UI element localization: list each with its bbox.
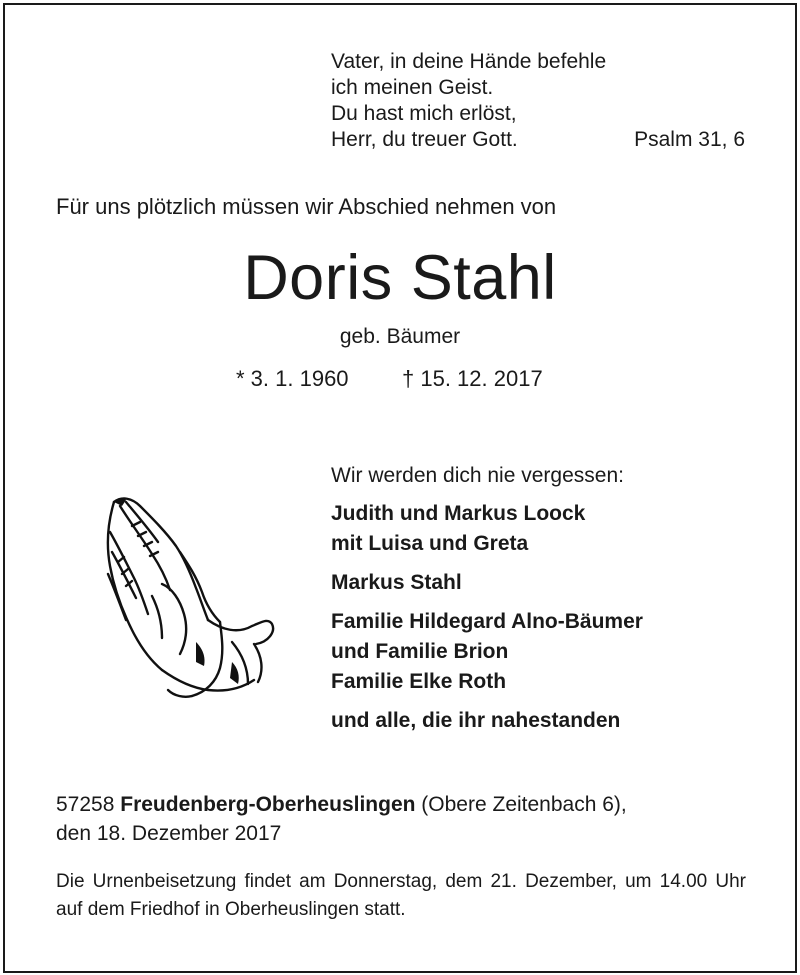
place-name: Freudenberg-Oberheuslingen (120, 793, 416, 816)
notice-date: den 18. Dezember 2017 (56, 822, 282, 845)
mourner-group (331, 499, 771, 559)
mourner-line: Familie Elke Roth (331, 670, 507, 693)
mourner-line: Familie Hildegard Alno-Bäumer (331, 610, 643, 633)
birth-date: * 3. 1. 1960 (236, 366, 349, 391)
praying-hands-icon (92, 492, 278, 704)
mourner-group (331, 607, 771, 697)
verse-line: Vater, in deine Hände befehle (331, 50, 607, 73)
death-date: † 15. 12. 2017 (402, 366, 543, 391)
birth-name: geb. Bäumer (339, 325, 461, 348)
bible-verse (331, 49, 751, 153)
mourner-line: Markus Stahl (331, 571, 462, 594)
mourner-line: und alle, die ihr nahestanden (331, 709, 621, 732)
mourner-line: Judith und Markus Loock (331, 502, 586, 525)
verse-reference: Psalm 31, 6 (634, 128, 745, 151)
address-block (56, 790, 756, 848)
mourner-group (331, 568, 771, 598)
verse-line: ich meinen Geist. (331, 76, 494, 99)
burial-notice: Die Urnenbeisetzung findet am Donnerstag, dem 21. Dezember, um 14.00 Uhr auf dem Friedhof in Oberheuslingen statt. (56, 871, 746, 920)
mourners-intro: Wir werden dich nie vergessen: (331, 464, 624, 487)
mourners-list (331, 462, 771, 745)
street: (Obere Zeitenbach 6), (421, 793, 627, 816)
address-line (56, 790, 756, 819)
postcode: 57258 (56, 793, 115, 816)
farewell-intro: Für uns plötzlich müssen wir Abschied nehmen von (56, 194, 557, 219)
mourner-line: und Familie Brion (331, 640, 509, 663)
deceased-name: Doris Stahl (243, 243, 557, 313)
verse-line: Herr, du treuer Gott. (331, 128, 518, 151)
mourner-line: mit Luisa und Greta (331, 532, 529, 555)
verse-line: Du hast mich erlöst, (331, 102, 517, 125)
mourner-group (331, 706, 771, 736)
life-dates (236, 366, 543, 392)
